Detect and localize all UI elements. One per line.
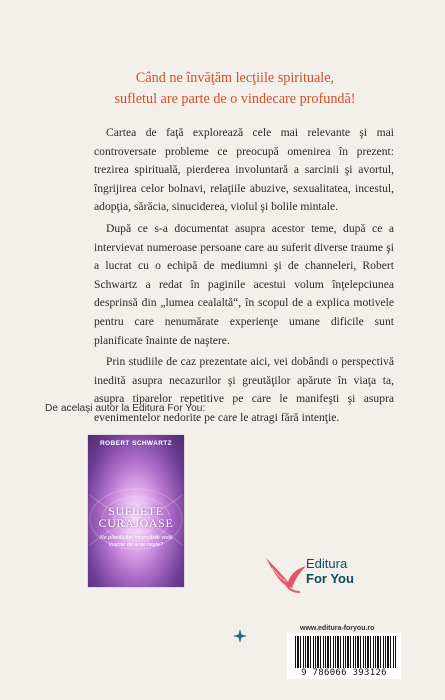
related-book-subtitle: Ne planificăm încercările vieţii înainte de a ne naşte? <box>99 535 173 548</box>
related-book-author: ROBERT SCHWARTZ <box>99 440 173 447</box>
related-book-title <box>88 505 184 529</box>
related-book-cover <box>88 435 184 587</box>
back-cover-tagline <box>40 68 430 110</box>
tagline-line-1: Când ne învăţăm lecţiile spirituale, <box>135 70 335 86</box>
book-description <box>94 124 394 431</box>
description-paragraph-3: Prin studiile de caz prezentate aici, vei dobândi o perspectivă inedită asupra necazurilor şi greutăţilor apărute în viaţa ta, asupra tiparelor repetitive pe care le manifeşti şi asupra evenimentelor nedorite pe care le atragi fără intenţie. <box>94 355 394 424</box>
description-paragraph-1: Cartea de faţă explorează cele mai relevante şi mai controversate probleme ce preocupă omenirea în prezent: trezirea spirituală, pierderea involuntară a sarcinii şi avortul, îngrijirea celor bolnavi, relaţiile abuzive, sexualitatea, incestul, adopţia, sărăcia, sinuciderea, violul şi bolile mintale. <box>94 126 394 214</box>
barcode-number: 9 786066 393126 <box>301 668 387 678</box>
publisher-name-line-2: For You <box>306 571 354 586</box>
publisher-name-line-1: Editura <box>306 556 348 571</box>
related-book-title-line-1: SUFLETE <box>108 504 164 518</box>
barcode-bars <box>295 636 397 668</box>
related-book-title-line-2: CURAJOASE <box>98 516 174 530</box>
publisher-star-icon <box>232 628 248 644</box>
publisher-logo-text <box>306 556 354 586</box>
publisher-website: www.editura-foryou.ro <box>300 625 375 632</box>
isbn-barcode <box>287 633 401 679</box>
tagline-line-2: sufletul are parte de o vindecare profundă! <box>114 91 356 107</box>
description-paragraph-2: După ce s-a documentat asupra acestor teme, după ce a intervievat numeroase persoane care au suferit diverse traume şi a lucrat cu o echipă de mediumni şi de channeleri, Robert Schwartz a redat în paginile acestui volum înţelepciunea desprinsă din „lumea cealaltă“, în scopul de a explica motivele pentru care nenumărate experienţe umane dificile sunt planificate înainte de naştere. <box>94 221 394 347</box>
also-by-author-heading: De acelaşi autor la Editura For You: <box>45 403 206 414</box>
